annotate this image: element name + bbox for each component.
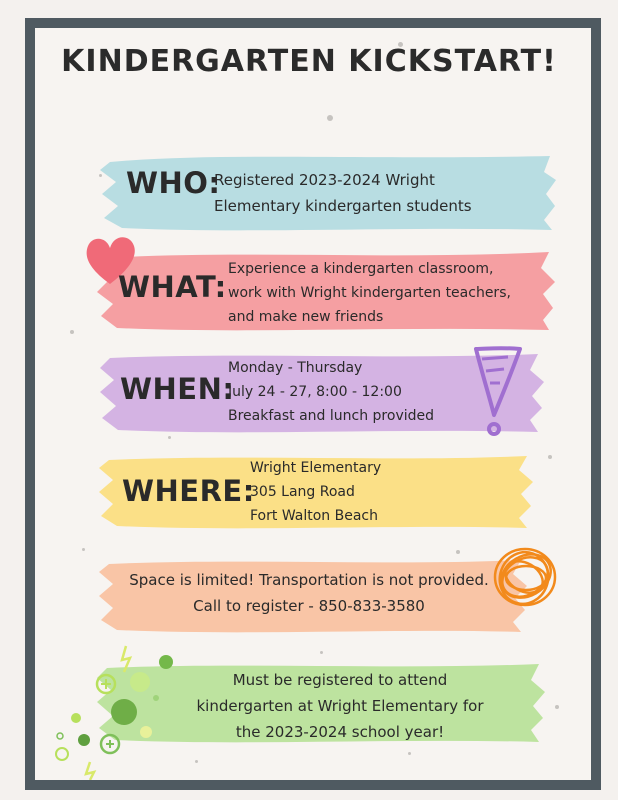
when-text	[228, 356, 434, 428]
registration-line-1: Must be registered to attend	[232, 671, 448, 689]
where-line-1: Wright Elementary	[250, 460, 382, 476]
what-line-1: Experience a kindergarten classroom,	[228, 261, 494, 277]
exclamation-icon	[468, 343, 528, 439]
who-line-1: Registered 2023-2024 Wright	[214, 171, 435, 189]
notice-text	[120, 567, 498, 619]
registration-line-2: kindergarten at Wright Elementary for	[196, 697, 484, 715]
who-label: WHO:	[126, 166, 221, 200]
who-text	[214, 167, 472, 219]
registration-line-3: the 2023-2024 school year!	[235, 723, 445, 741]
when-label: WHEN:	[120, 372, 235, 406]
what-line-2: work with Wright kindergarten teachers,	[228, 285, 511, 301]
registration-text	[150, 667, 530, 745]
confetti-icon	[48, 640, 188, 780]
poster-title: KINDERGARTEN KICKSTART!	[61, 44, 557, 79]
when-line-3: Breakfast and lunch provided	[228, 408, 435, 424]
notice-line-1: Space is limited! Transportation is not provided.	[129, 571, 489, 589]
who-line-2: Elementary kindergarten students	[214, 197, 472, 215]
what-label: WHAT:	[118, 270, 227, 304]
what-text	[228, 257, 511, 329]
where-text	[250, 456, 381, 528]
where-line-3: Fort Walton Beach	[250, 508, 378, 524]
notice-line-2: Call to register - 850-833-3580	[193, 597, 425, 615]
scribble-icon	[488, 540, 562, 614]
what-line-3: and make new friends	[228, 309, 384, 325]
when-line-2: July 24 - 27, 8:00 - 12:00	[228, 384, 402, 400]
where-label: WHERE:	[122, 474, 255, 508]
when-line-1: Monday - Thursday	[228, 360, 363, 376]
where-line-2: 305 Lang Road	[250, 484, 355, 500]
